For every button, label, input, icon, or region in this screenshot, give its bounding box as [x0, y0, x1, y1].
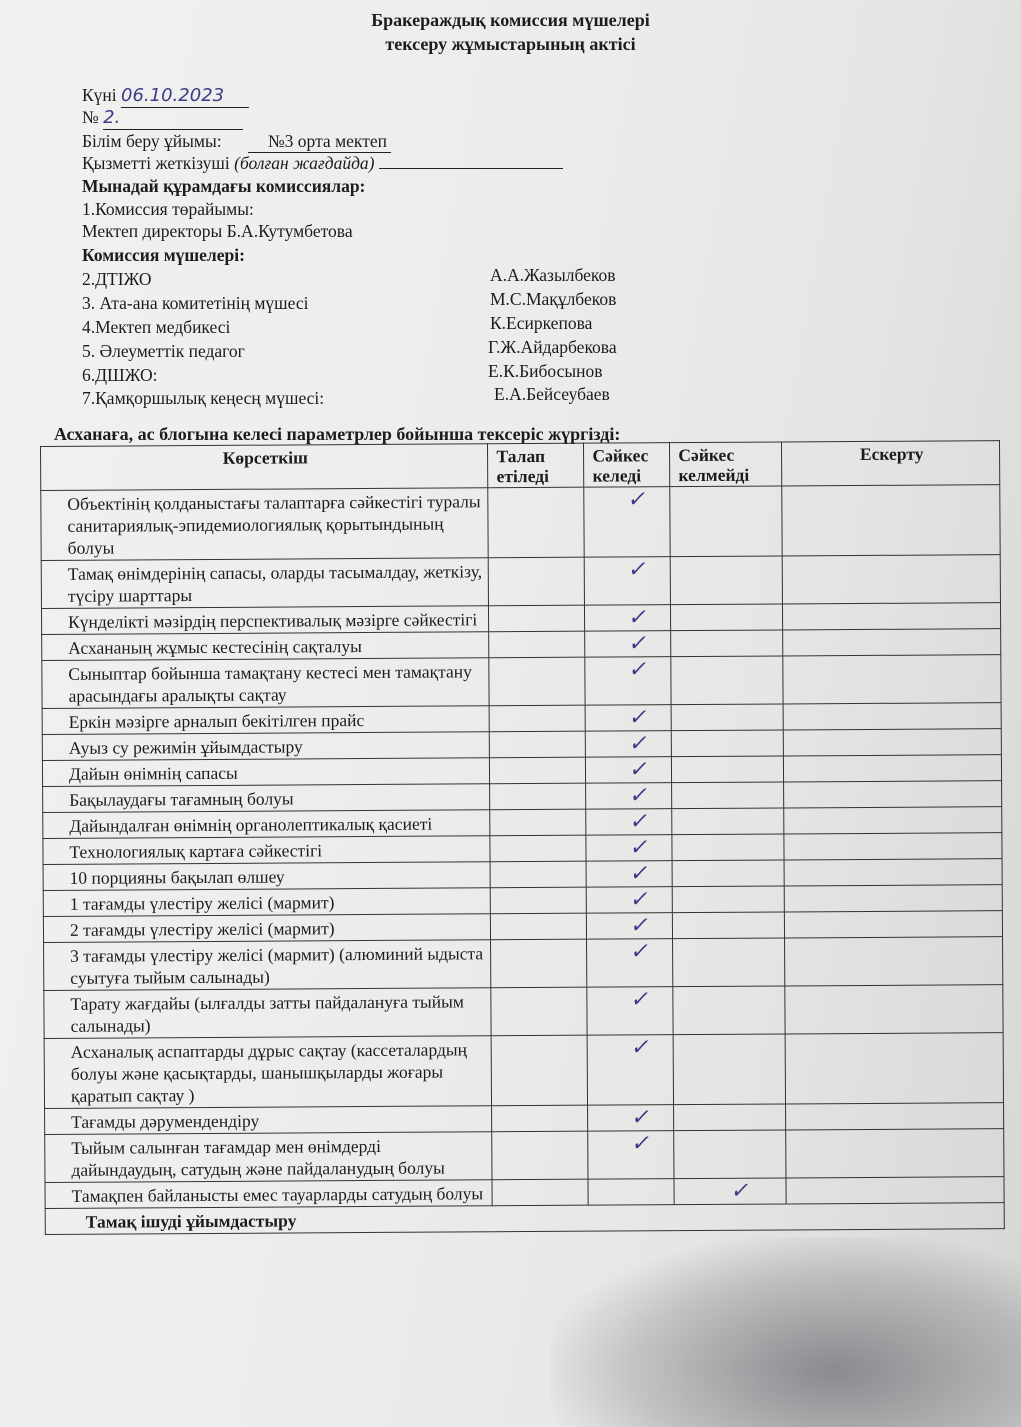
organization-line — [82, 130, 391, 153]
indicator-cell: Технологиялық картаға сәйкестігі — [43, 836, 491, 865]
indicator-cell: Дайын өнімнің сапасы — [42, 758, 490, 787]
complies-cell — [586, 809, 672, 836]
column-header-complies: Сәйкес келеді — [584, 443, 670, 488]
complies-cell — [586, 757, 672, 784]
chair-value-line — [82, 220, 353, 242]
supplier-line — [82, 152, 563, 174]
check-mark-icon: ✓ — [626, 731, 651, 757]
required-cell — [489, 631, 585, 658]
supplier-note: (болған жағдайда) — [234, 153, 375, 173]
indicator-cell: 3 тағамды үлестіру желісі (мармит) (алюминий ыдыста суытуға тыйым салынады) — [44, 940, 492, 991]
member-role: 6.ДШЖО: — [82, 365, 158, 385]
note-cell — [782, 485, 1000, 556]
note-cell — [783, 655, 1001, 704]
note-cell — [784, 807, 1002, 834]
required-cell — [488, 487, 584, 558]
date-value: 06.10.2023 — [121, 85, 249, 108]
composition-line — [82, 175, 365, 197]
required-cell — [489, 657, 585, 706]
required-cell — [492, 1105, 588, 1132]
not-complies-cell — [670, 486, 782, 557]
required-cell — [491, 887, 587, 914]
check-mark-icon: ✓ — [728, 1178, 753, 1204]
chair-value: Мектеп директоры Б.А.Кутумбетова — [82, 221, 353, 241]
complies-cell — [587, 1035, 673, 1106]
required-cell — [490, 809, 586, 836]
required-cell — [491, 939, 587, 988]
complies-cell — [588, 1179, 674, 1206]
check-mark-icon: ✓ — [628, 987, 653, 1013]
note-cell — [785, 1033, 1003, 1104]
check-mark-icon: ✓ — [627, 887, 652, 913]
not-complies-cell — [674, 1130, 786, 1179]
indicator-cell: Күнделікті мәзірдің перспективалық мәзірге сәйкестігі — [41, 606, 489, 635]
required-cell — [491, 913, 587, 940]
check-mark-icon: ✓ — [627, 783, 651, 809]
date-label: Күні — [82, 85, 117, 105]
check-mark-icon: ✓ — [626, 657, 651, 683]
table-row — [41, 485, 1000, 561]
number-line — [82, 106, 243, 130]
member-role: 2.ДТІЖО — [82, 269, 152, 289]
not-complies-cell — [671, 604, 783, 631]
indicator-cell: Тарату жағдайы (ылғалды затты пайдалануға тыйым салынады) — [44, 988, 492, 1039]
note-cell — [784, 755, 1002, 782]
member-name: Е.А.Бейсеубаев — [494, 384, 610, 404]
indicator-cell: Тыйым салынған тағамдар мен өнімдерді дайындаудың, сатудың және пайдаланудың болуы — [45, 1132, 493, 1183]
indicator-cell: Тамақ өнімдерінің сапасы, оларды тасымалдау, жеткізу, түсіру шарттары — [41, 558, 489, 609]
not-complies-cell — [674, 1104, 786, 1131]
date-line — [82, 84, 249, 108]
supplier-value-blank — [379, 168, 563, 169]
not-complies-cell — [672, 860, 784, 887]
inspection-table — [40, 440, 1005, 1235]
not-complies-cell — [671, 630, 783, 657]
complies-cell — [585, 631, 671, 658]
indicator-cell: Асханалық аспаптарды дұрыс сақтау (кассеталардың болуы және қасықтарды, шанышқыларды жоғары қаратып сақтау ) — [44, 1036, 492, 1109]
check-mark-icon: ✓ — [627, 809, 652, 835]
not-complies-cell — [671, 556, 783, 605]
note-cell — [785, 985, 1003, 1034]
footer-section-label: Тамақ ішуді ұйымдастыру — [45, 1203, 1004, 1235]
members-heading-line — [82, 244, 245, 266]
note-cell — [786, 1103, 1004, 1130]
check-mark-icon: ✓ — [626, 631, 650, 657]
indicator-cell: Ауыз су режимін ұйымдастыру — [42, 732, 490, 761]
check-mark-icon: ✓ — [628, 913, 652, 939]
table-row — [42, 655, 1001, 709]
complies-cell — [587, 887, 673, 914]
check-mark-icon: ✓ — [628, 939, 652, 965]
required-cell — [489, 605, 585, 632]
required-cell — [492, 1035, 588, 1106]
complies-cell — [588, 1105, 674, 1132]
member-role: 5. Әлеуметтік педагог — [82, 341, 245, 361]
not-complies-cell — [672, 808, 784, 835]
member-name: К.Есиркепова — [490, 313, 593, 333]
check-mark-icon: ✓ — [625, 557, 650, 583]
column-header-required: Талап етіледі — [488, 443, 584, 488]
required-cell — [490, 835, 586, 862]
member-name: Г.Ж.Айдарбекова — [488, 337, 617, 357]
table-footer-row — [45, 1203, 1004, 1235]
not-complies-cell — [672, 756, 784, 783]
check-mark-icon: ✓ — [627, 757, 651, 783]
chair-label: 1.Комиссия төрайымы: — [82, 199, 254, 219]
not-complies-cell — [672, 834, 784, 861]
number-label: № — [82, 107, 99, 127]
note-cell — [786, 1177, 1004, 1204]
complies-cell — [586, 861, 672, 888]
note-cell — [786, 1129, 1004, 1178]
note-cell — [783, 703, 1001, 730]
not-complies-cell — [672, 782, 784, 809]
complies-cell — [584, 487, 670, 558]
note-cell — [784, 859, 1002, 886]
indicator-cell: Сыныптар бойынша тамақтану кестесі мен тамақтану арасындағы аралықты сақтау — [42, 658, 490, 709]
not-complies-cell — [673, 886, 785, 913]
indicator-cell: Бақылаудағы тағамның болуы — [43, 784, 491, 813]
not-complies-cell — [673, 912, 785, 939]
indicator-cell: Тағамды дәрумендендіру — [45, 1106, 493, 1135]
check-mark-icon: ✓ — [627, 861, 652, 887]
organization-value: №3 орта мектеп — [248, 130, 391, 153]
document-title: Бракераждық комиссия мүшелері — [371, 10, 650, 30]
required-cell — [490, 705, 586, 732]
indicator-cell: Объектінің қолданыстағы талаптарға сәйкестігі туралы санитариялық-эпидемиологиялық қорытындының болуы — [41, 488, 489, 561]
check-mark-icon: ✓ — [628, 1035, 653, 1061]
composition-label: Мынадай құрамдағы комиссиялар: — [82, 176, 366, 196]
column-header-note: Ескерту — [782, 441, 1000, 486]
not-complies-cell — [673, 1034, 785, 1105]
indicator-cell: 2 тағамды үлестіру желісі (мармит) — [43, 914, 491, 943]
not-complies-cell — [672, 730, 784, 757]
required-cell — [489, 557, 585, 606]
required-cell — [490, 861, 586, 888]
complies-cell — [586, 731, 672, 758]
member-role: 3. Ата-ана комитетінің мүшесі — [82, 293, 309, 313]
indicator-cell: Еркін мәзірге арналып бекітілген прайс — [42, 706, 490, 735]
indicator-cell: Тамақпен байланысты емес тауарларды сатудың болуы — [45, 1180, 493, 1209]
number-value: 2. — [103, 107, 243, 130]
check-mark-icon: ✓ — [625, 487, 650, 513]
table-row — [45, 1129, 1004, 1183]
column-header-not-complies: Сәйкес келмейді — [670, 442, 782, 487]
column-header-indicator: Көрсеткіш — [41, 444, 489, 491]
not-complies-cell — [674, 1178, 786, 1205]
member-name: А.А.Жазылбеков — [490, 265, 616, 285]
table-row — [44, 985, 1003, 1039]
complies-cell — [585, 657, 671, 706]
complies-cell — [587, 939, 673, 988]
check-mark-icon: ✓ — [627, 835, 652, 861]
not-complies-cell — [673, 938, 785, 987]
section-title: Асханаға, ас блогына келесі параметрлер бойынша тексеріс жүргізді: — [54, 424, 621, 444]
chair-label-line — [82, 198, 254, 220]
member-role: 7.Қамқоршылық кеңесң мүшесі: — [82, 388, 325, 408]
indicator-cell: 10 порцияны бақылап өлшеу — [43, 862, 491, 891]
complies-cell — [585, 705, 671, 732]
not-complies-cell — [671, 704, 783, 731]
complies-cell — [586, 835, 672, 862]
note-cell — [783, 603, 1001, 630]
not-complies-cell — [671, 656, 783, 705]
complies-cell — [586, 783, 672, 810]
check-mark-icon: ✓ — [626, 705, 651, 731]
table-header-row — [41, 441, 1000, 491]
note-cell — [782, 555, 1000, 604]
note-cell — [784, 885, 1002, 912]
required-cell — [490, 757, 586, 784]
note-cell — [783, 729, 1001, 756]
table-row — [44, 1033, 1003, 1109]
complies-cell — [587, 987, 673, 1036]
required-cell — [491, 987, 587, 1036]
check-mark-icon: ✓ — [629, 1105, 653, 1131]
note-cell — [783, 629, 1001, 656]
required-cell — [490, 731, 586, 758]
complies-cell — [587, 913, 673, 940]
complies-cell — [588, 1131, 674, 1180]
member-name: Е.К.Бибосынов — [488, 361, 603, 381]
note-cell — [785, 911, 1003, 938]
organization-label: Білім беру ұйымы: — [82, 131, 222, 151]
members-label: Комиссия мүшелері: — [82, 245, 245, 265]
required-cell — [492, 1131, 588, 1180]
note-cell — [784, 781, 1002, 808]
member-role: 4.Мектеп медбикесі — [82, 317, 231, 337]
table-row — [44, 937, 1003, 991]
note-cell — [785, 937, 1003, 986]
indicator-cell: Дайындалған өнімнің органолептикалық қасиеті — [43, 810, 491, 839]
check-mark-icon: ✓ — [629, 1131, 654, 1157]
note-cell — [784, 833, 1002, 860]
table-row — [41, 555, 1000, 609]
check-mark-icon: ✓ — [626, 605, 650, 631]
required-cell — [492, 1179, 588, 1206]
indicator-cell: 1 тағамды үлестіру желісі (мармит) — [43, 888, 491, 917]
complies-cell — [585, 557, 671, 606]
document-subtitle: тексеру жұмыстарының актісі — [385, 34, 636, 54]
not-complies-cell — [673, 986, 785, 1035]
required-cell — [490, 783, 586, 810]
complies-cell — [585, 605, 671, 632]
member-name: М.С.Мақұлбеков — [490, 289, 617, 309]
supplier-label: Қызметті жеткізуші — [82, 153, 230, 173]
indicator-cell: Асхананың жұмыс кестесінің сақталуы — [42, 632, 490, 661]
